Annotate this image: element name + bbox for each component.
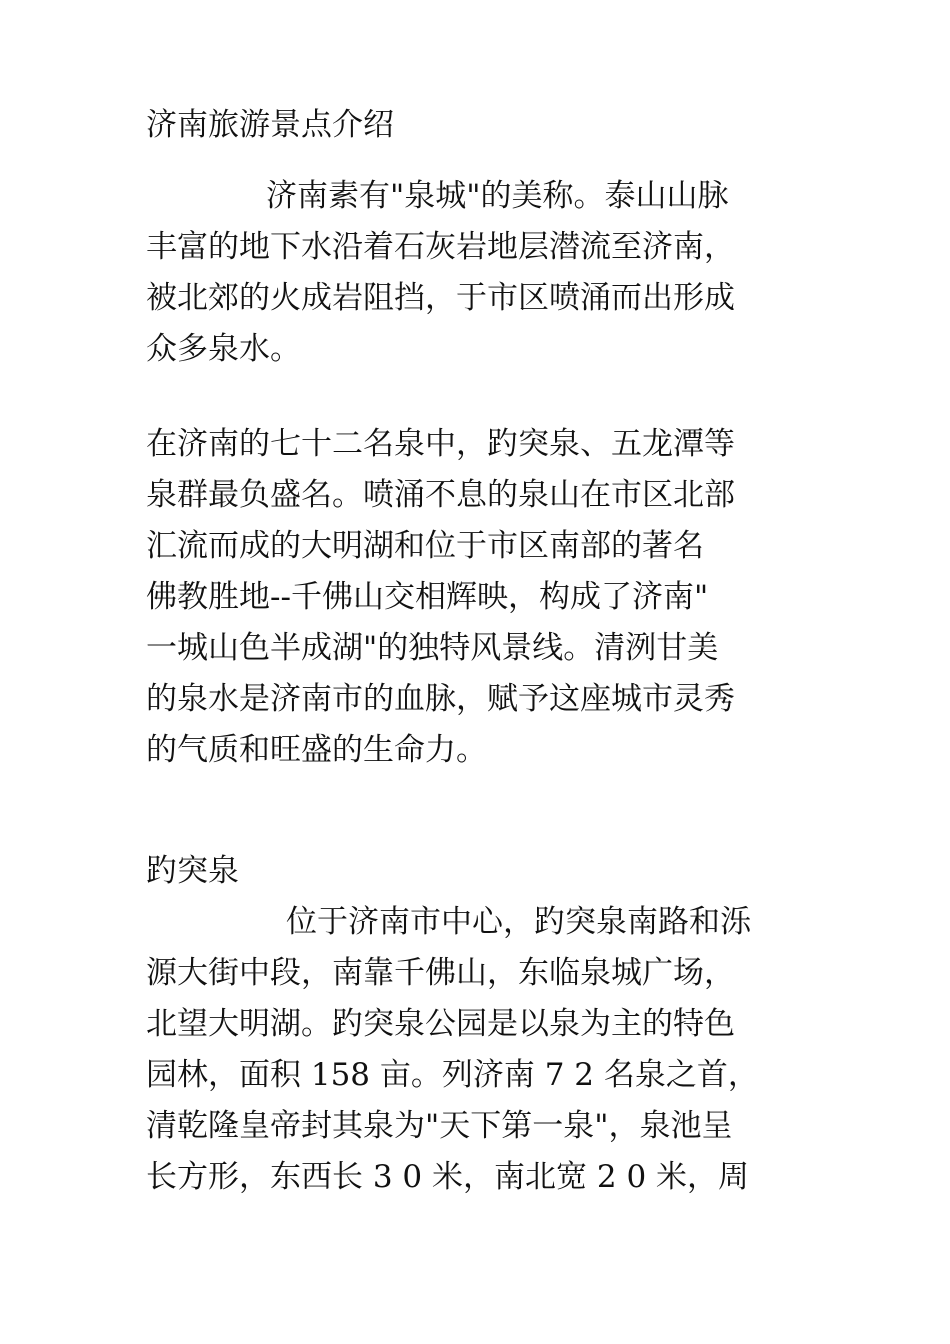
section-line: 园林，面积 158 亩。列济南 7 2 名泉之首， <box>146 1057 759 1093</box>
section-line: 长方形，东西长 3 0 米，南北宽 2 0 米，周 <box>146 1159 750 1195</box>
spacer <box>146 151 812 171</box>
section-paragraph <box>146 897 812 1203</box>
section-line: 源大街中段，南靠千佛山，东临泉城广场， <box>146 955 735 991</box>
paragraph-line: 佛教胜地--千佛山交相辉映，构成了济南" <box>146 579 709 615</box>
paragraph-line: 汇流而成的大明湖和位于市区南部的著名 <box>146 528 704 564</box>
intro-paragraph <box>146 171 812 375</box>
paragraph-line: 的气质和旺盛的生命力。 <box>146 732 487 768</box>
spacer <box>146 776 812 846</box>
section-title: 趵突泉 <box>146 853 239 889</box>
section-line: 北望大明湖。趵突泉公园是以泉为主的特色 <box>146 1006 735 1042</box>
paragraph-line: 在济南的七十二名泉中，趵突泉、五龙潭等 <box>146 426 735 462</box>
paragraph-line: 泉群最负盛名。喷涌不息的泉山在市区北部 <box>146 477 735 513</box>
section-line: 清乾隆皇帝封其泉为"天下第一泉"，泉池呈 <box>146 1108 733 1144</box>
intro-line: 被北郊的火成岩阻挡，于市区喷涌而出形成 <box>146 280 735 316</box>
section-line: 位于济南市中心，趵突泉南路和泺 <box>286 904 751 940</box>
intro-line: 众多泉水。 <box>146 331 301 367</box>
paragraph-line: 一城山色半成湖"的独特风景线。清洌甘美 <box>146 630 719 666</box>
intro-line: 济南素有"泉城"的美称。泰山山脉 <box>266 178 729 214</box>
springs-paragraph <box>146 419 812 776</box>
paragraph-line: 的泉水是济南市的血脉，赋予这座城市灵秀 <box>146 681 735 717</box>
document-page <box>146 100 812 1203</box>
spacer <box>146 375 812 419</box>
intro-line: 丰富的地下水沿着石灰岩地层潜流至济南， <box>146 229 735 265</box>
document-title: 济南旅游景点介绍 <box>146 107 394 143</box>
